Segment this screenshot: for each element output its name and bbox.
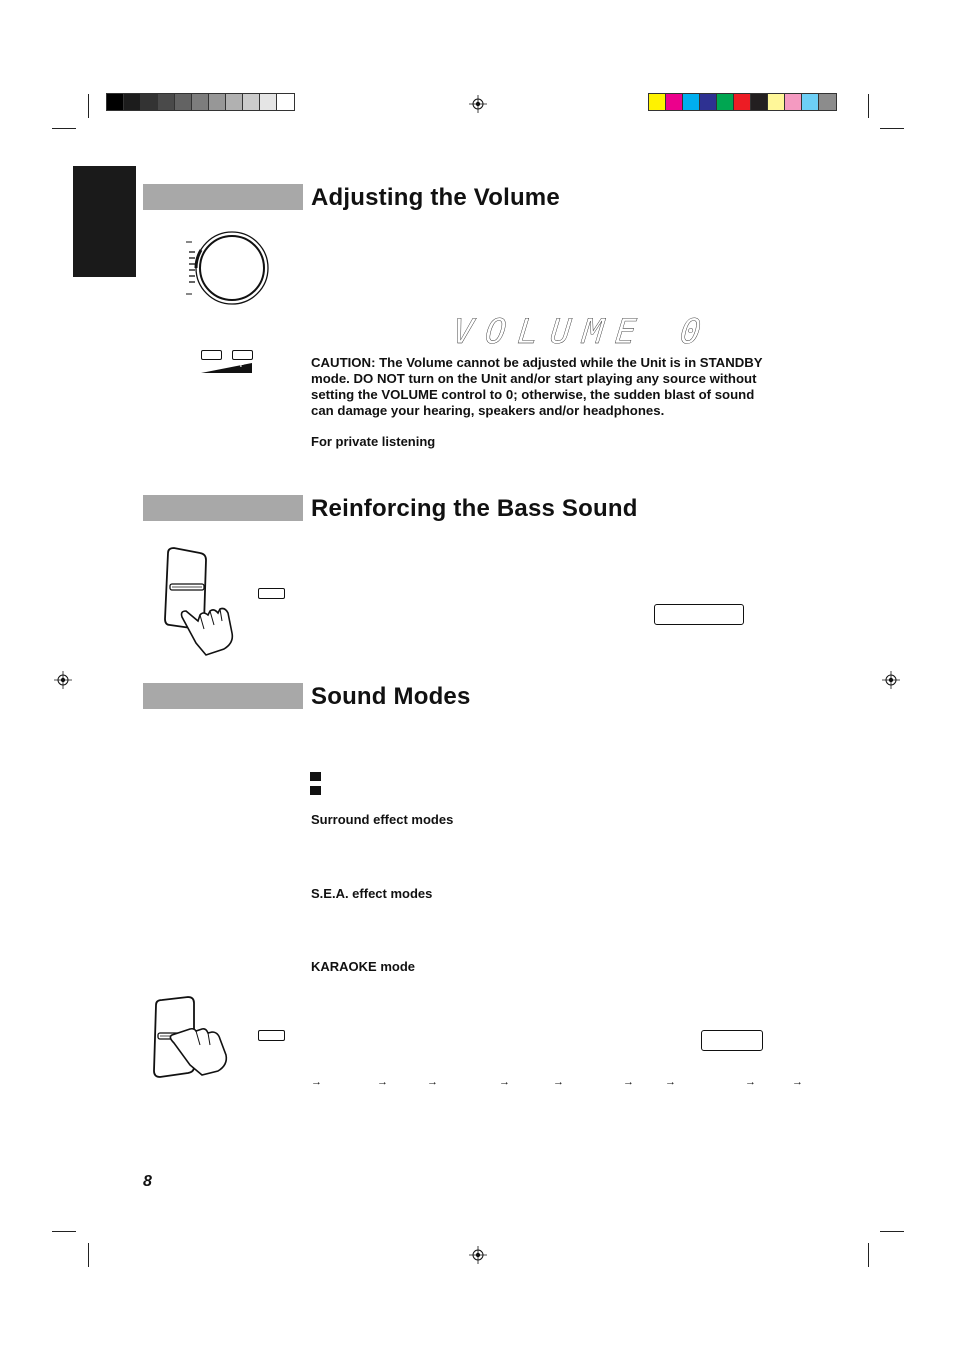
volume-plus-label: + bbox=[238, 360, 244, 371]
grayscale-color-bar bbox=[106, 93, 295, 111]
section-title-volume: Adjusting the Volume bbox=[311, 184, 560, 211]
caution-line: can damage your hearing, speakers and/or headphones. bbox=[311, 403, 665, 418]
color-swatch bbox=[260, 94, 277, 110]
caution-line: setting the VOLUME control to 0; otherwise, the sudden blast of sound bbox=[311, 387, 755, 402]
crop-mark bbox=[868, 1243, 869, 1267]
color-swatch bbox=[700, 94, 717, 110]
section-bar-volume bbox=[143, 184, 303, 210]
color-swatch bbox=[649, 94, 666, 110]
cmyk-color-bar bbox=[648, 93, 837, 111]
hand-pressing-button-icon bbox=[160, 545, 240, 657]
volume-down-button[interactable] bbox=[201, 350, 222, 360]
sound-mode-remote-button[interactable] bbox=[258, 1030, 285, 1041]
registration-mark-icon bbox=[882, 671, 900, 689]
sequence-arrow: → bbox=[427, 1076, 438, 1088]
color-swatch bbox=[768, 94, 785, 110]
subhead-sea-modes: S.E.A. effect modes bbox=[311, 886, 433, 901]
crop-mark bbox=[52, 128, 76, 129]
color-swatch bbox=[666, 94, 683, 110]
color-swatch bbox=[819, 94, 836, 110]
color-swatch bbox=[802, 94, 819, 110]
color-swatch bbox=[751, 94, 768, 110]
crop-mark bbox=[88, 1243, 89, 1267]
caution-text bbox=[311, 355, 763, 419]
color-swatch bbox=[141, 94, 158, 110]
subhead-karaoke-mode: KARAOKE mode bbox=[311, 959, 416, 974]
sequence-arrow: → bbox=[665, 1076, 676, 1088]
section-bar-bass bbox=[143, 495, 303, 521]
color-swatch bbox=[124, 94, 141, 110]
registration-mark-icon bbox=[54, 671, 72, 689]
sequence-arrow: → bbox=[792, 1076, 803, 1088]
color-swatch bbox=[226, 94, 243, 110]
subhead-surround-modes: Surround effect modes bbox=[311, 812, 454, 827]
volume-knob-icon bbox=[183, 228, 273, 306]
sequence-arrow: → bbox=[745, 1076, 756, 1088]
sequence-arrow: → bbox=[311, 1076, 322, 1088]
sequence-arrow: → bbox=[499, 1076, 510, 1088]
caution-line: mode. DO NOT turn on the Unit and/or start playing any source without bbox=[311, 371, 757, 386]
sequence-arrow: → bbox=[553, 1076, 564, 1088]
page-number: 8 bbox=[143, 1173, 152, 1190]
color-swatch bbox=[209, 94, 226, 110]
color-swatch bbox=[175, 94, 192, 110]
section-title-sound-modes: Sound Modes bbox=[311, 683, 471, 710]
volume-display: VOLUME 0 bbox=[450, 312, 715, 352]
color-swatch bbox=[107, 94, 124, 110]
registration-mark-icon bbox=[469, 1246, 487, 1264]
bullet-square bbox=[310, 786, 321, 795]
sequence-arrow: → bbox=[623, 1076, 634, 1088]
color-swatch bbox=[734, 94, 751, 110]
bass-remote-button[interactable] bbox=[258, 588, 285, 599]
hand-pressing-button-icon bbox=[150, 995, 230, 1080]
volume-minus-label: – bbox=[207, 361, 213, 371]
section-title-bass: Reinforcing the Bass Sound bbox=[311, 495, 638, 522]
bullet-square bbox=[310, 772, 321, 781]
color-swatch bbox=[243, 94, 260, 110]
color-swatch bbox=[158, 94, 175, 110]
subhead-private-listening: For private listening bbox=[311, 434, 436, 449]
color-swatch bbox=[717, 94, 734, 110]
crop-mark bbox=[868, 94, 869, 118]
side-tab bbox=[73, 166, 136, 277]
crop-mark bbox=[880, 128, 904, 129]
color-swatch bbox=[277, 94, 294, 110]
caution-line: CAUTION: The Volume cannot be adjusted while the Unit is in STANDBY bbox=[311, 355, 763, 370]
section-bar-sound-modes bbox=[143, 683, 303, 709]
sound-mode-display-indicator bbox=[701, 1030, 763, 1051]
color-swatch bbox=[683, 94, 700, 110]
crop-mark bbox=[880, 1231, 904, 1232]
color-swatch bbox=[192, 94, 209, 110]
volume-up-button[interactable] bbox=[232, 350, 253, 360]
registration-mark-icon bbox=[469, 95, 487, 113]
crop-mark bbox=[52, 1231, 76, 1232]
sequence-arrow: → bbox=[377, 1076, 388, 1088]
crop-mark bbox=[88, 94, 89, 118]
color-swatch bbox=[785, 94, 802, 110]
bass-display-indicator bbox=[654, 604, 744, 625]
